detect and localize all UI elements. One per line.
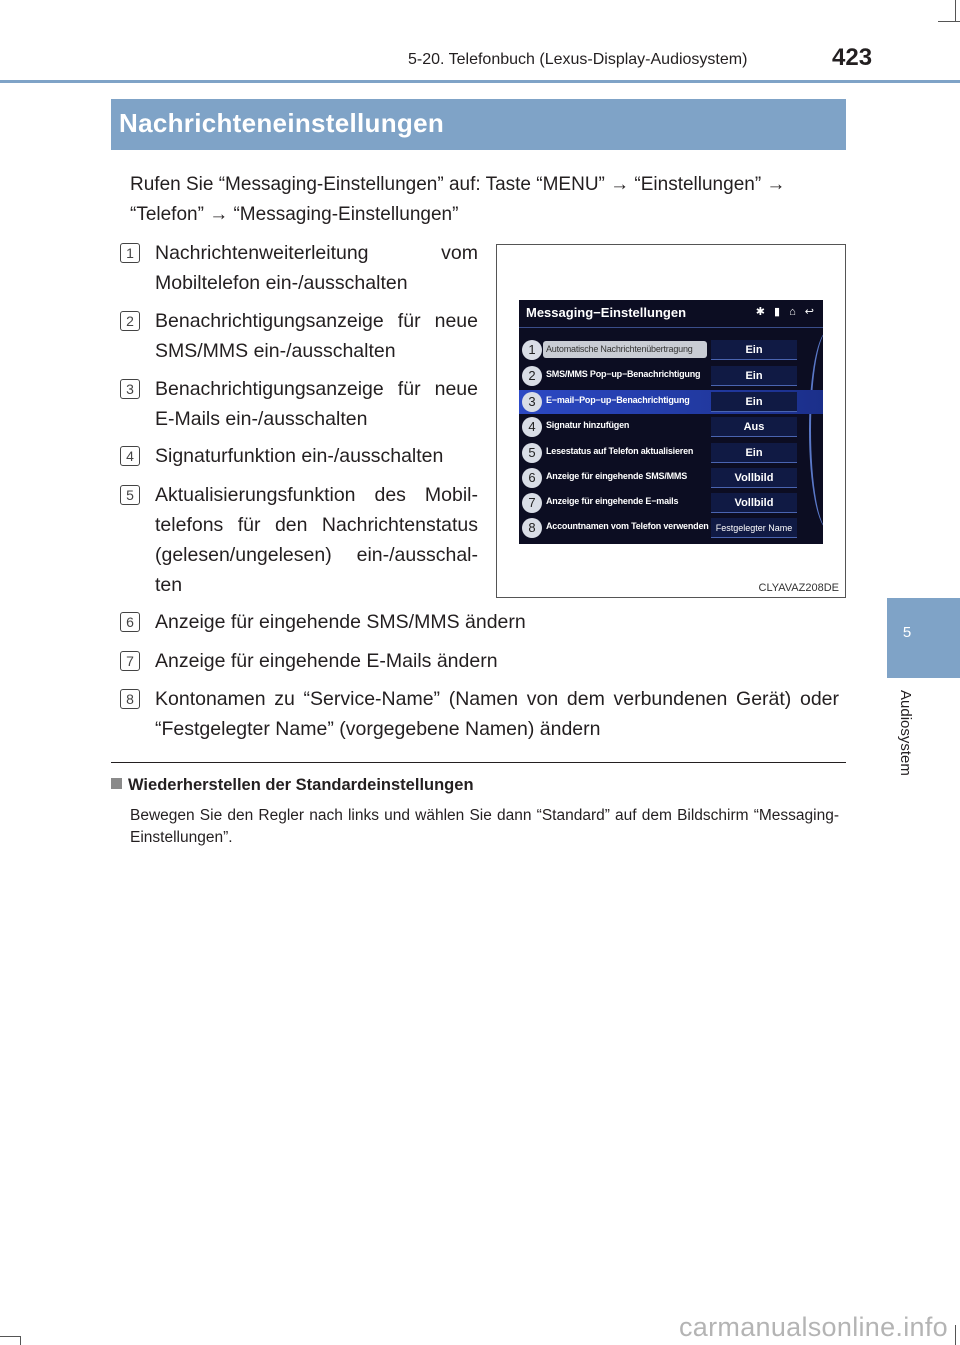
item-number: 1 (120, 243, 140, 263)
section-title-bar (111, 99, 846, 150)
screen-title-divider (519, 327, 823, 328)
row-value-button[interactable]: Vollbild (711, 468, 797, 488)
chapter-label-text: Audiosystem (897, 690, 914, 776)
status-icons: ✱ ▮ ⌂ ↩ (755, 306, 817, 318)
watermark: carmanualsonline.info (679, 1312, 948, 1342)
crop-mark (955, 0, 956, 22)
crop-mark (938, 21, 960, 22)
running-header: 5-20. Telefonbuch (Lexus-Display-Audiosystem) (408, 51, 748, 68)
row-label: Lesestatus auf Telefon aktualisieren (546, 446, 694, 456)
item-number: 7 (120, 651, 140, 671)
item-text: Nachrichtenweiterleitung vom Mobiltelefon ein-/ausschalten (155, 242, 478, 294)
row-number: 2 (522, 366, 542, 386)
crop-mark (20, 1336, 21, 1345)
row-number: 4 (522, 417, 542, 437)
chapter-label (897, 690, 917, 800)
item-number: 8 (120, 689, 140, 709)
item-text: Aktualisierungsfunktion des Mobiltelefons für den Nachrichtenstatus (gelesen/ungelesen) ein-/ausschalten (155, 484, 478, 596)
chapter-tab (887, 598, 960, 678)
row-number: 6 (522, 468, 542, 488)
item-text: Anzeige für eingehende E-Mails ändern (155, 650, 498, 672)
row-number: 3 (522, 392, 542, 412)
row-value-button[interactable]: Festgelegter Name (711, 518, 797, 538)
row-value-button[interactable]: Ein (711, 366, 797, 386)
display-screen (519, 300, 823, 544)
row-number: 8 (522, 518, 542, 538)
row-value-button[interactable]: Ein (711, 340, 797, 360)
item-text: Kontonamen zu “Service-Name” (Namen von dem verbundenen Gerät) oder “Festgelegter Name” (vorgegebene Namen) ändern (155, 688, 839, 740)
row-value-button[interactable]: Vollbild (711, 493, 797, 513)
chapter-number: 5 (902, 624, 912, 641)
row-label: Automatische Nachrichtenübertragung (543, 341, 707, 358)
setting-row[interactable] (519, 338, 823, 362)
crop-mark (0, 1336, 20, 1337)
item-number: 6 (120, 612, 140, 632)
row-label: E−mail−Pop−up−Benachrichtigung (546, 395, 690, 405)
screen-figure (496, 244, 846, 598)
setting-row[interactable] (519, 466, 823, 490)
section-divider (111, 762, 846, 763)
square-bullet-icon (111, 778, 122, 789)
row-label: SMS/MMS Pop−up−Benachrichtigung (546, 369, 701, 379)
setting-row[interactable] (519, 364, 823, 388)
setting-row[interactable] (519, 516, 823, 540)
row-value-button[interactable]: Ein (711, 392, 797, 412)
setting-row[interactable] (519, 390, 823, 414)
item-number: 3 (120, 379, 140, 399)
row-number: 7 (522, 493, 542, 513)
crop-mark (955, 1325, 956, 1345)
note-body: Bewegen Sie den Regler nach links und wählen Sie dann “Standard” auf dem Bildschirm “Messaging-Einstellungen”. (130, 807, 839, 846)
row-label: Accountnamen vom Telefon verwenden (546, 521, 709, 531)
row-value-button[interactable]: Ein (711, 443, 797, 463)
item-number: 5 (120, 485, 140, 505)
intro-paragraph: Rufen Sie “Messaging-Einstellungen” auf: Taste “MENU” → “Einstellungen” → “Telefon” → “Messaging-Einstellungen” (130, 174, 786, 225)
item-text: Benachrichtigungsanzeige für neue E-Mails ein-/ausschalten (155, 378, 478, 430)
item-text: Signaturfunktion ein-/ausschalten (155, 445, 444, 467)
setting-row[interactable] (519, 415, 823, 439)
row-label: Anzeige für eingehende SMS/MMS (546, 471, 688, 481)
section-title: Nachrichteneinstellungen (119, 108, 445, 138)
row-value-button[interactable]: Aus (711, 417, 797, 437)
item-number: 4 (120, 446, 140, 466)
screen-title: Messaging−Einstellungen (526, 305, 687, 320)
row-number: 1 (522, 340, 542, 360)
note-heading (111, 776, 474, 795)
setting-row[interactable] (519, 491, 823, 515)
header-rule (0, 80, 960, 83)
row-number: 5 (522, 443, 542, 463)
row-label: Anzeige für eingehende E−mails (546, 496, 679, 506)
item-text: Anzeige für eingehende SMS/MMS ändern (155, 611, 526, 633)
setting-row[interactable] (519, 441, 823, 465)
page-number: 423 (832, 44, 873, 71)
row-label: Signatur hinzufügen (546, 420, 630, 430)
figure-code: CLYAVAZ208DE (758, 582, 839, 594)
note-heading-text: Wiederherstellen der Standardeinstellungen (128, 776, 474, 794)
item-number: 2 (120, 311, 140, 331)
item-text: Benachrichtigungsanzeige für neue SMS/MMS ein-/ausschalten (155, 310, 478, 362)
